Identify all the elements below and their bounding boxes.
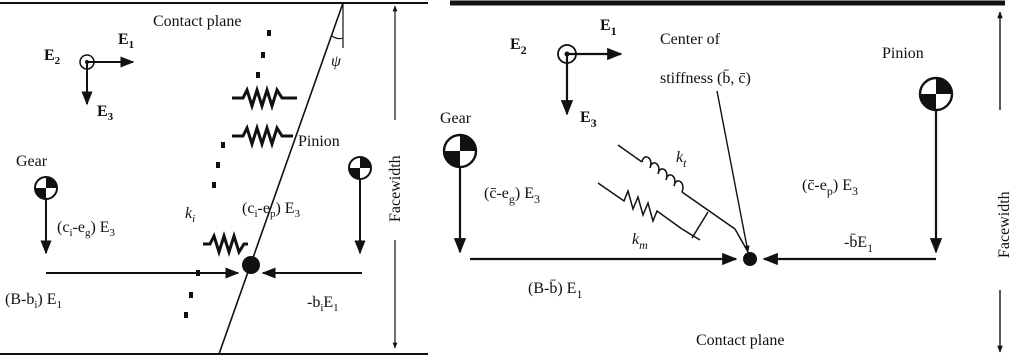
right-panel: [440, 3, 1013, 352]
left-panel: [0, 3, 428, 354]
left-gear-offset-label: $(c_i-e_g)$ $E_3$: [57, 219, 116, 239]
right-gear-offset-label: $(c̄-e_g)$ $E_3$: [484, 185, 540, 206]
left-gear-label: Gear: [16, 153, 48, 170]
k-m-label: $k_m$: [632, 231, 648, 252]
e3-label: $E_3$: [580, 109, 597, 130]
right-neg-b-term-label: $-b̄E_1$: [844, 234, 874, 255]
k-t-label: $k_t$: [676, 149, 687, 170]
left-neg-b-term-label: $-b_iE_1$: [307, 294, 339, 314]
e2-label: $E_2$: [44, 47, 61, 67]
right-gear-symbol: [444, 135, 476, 252]
left-coordinate-axes: [44, 31, 134, 123]
right-pinion-label: Pinion: [882, 45, 924, 62]
right-coordinate-axes: [510, 17, 621, 130]
right-b-term-label: (B-b̄) $E_1$: [528, 280, 583, 301]
right-pinion-symbol: [920, 78, 952, 252]
left-gear-symbol: [35, 177, 57, 253]
right-facewidth-label: Facewidth: [996, 191, 1013, 258]
left-dotted-line: [184, 30, 271, 318]
left-pinion-label: Pinion: [298, 133, 340, 150]
left-b-term-label: $(B-b_i)$ $E_1$: [5, 291, 62, 311]
left-contact-plane-label: Contact plane: [153, 13, 242, 30]
center-of-stiffness-point: [743, 252, 757, 266]
center-of-stiffness-label-line2: stiffness (b̄, c̄): [660, 70, 751, 87]
e1-label: $E_1$: [118, 31, 135, 51]
e1-label: $E_1$: [600, 17, 617, 38]
e2-label: $E_2$: [510, 36, 527, 57]
k-i-label: $k_i$: [185, 205, 196, 225]
left-facewidth-label: Facewidth: [387, 155, 404, 222]
left-pinion-offset-label: $(c_i-e_p)$ $E_3$: [242, 200, 301, 220]
right-contact-plane-label: Contact plane: [696, 332, 785, 349]
center-of-stiffness-label-line1: Center of: [660, 31, 720, 48]
e3-label: $E_3$: [97, 103, 114, 123]
right-springs: [598, 145, 748, 252]
right-pinion-offset-label: $(c̄-e_p)$ $E_3$: [802, 177, 858, 198]
left-pinion-symbol: [349, 157, 371, 253]
left-contact-point: [242, 256, 260, 274]
right-gear-label: Gear: [440, 110, 472, 127]
psi-label: ψ: [331, 53, 341, 70]
